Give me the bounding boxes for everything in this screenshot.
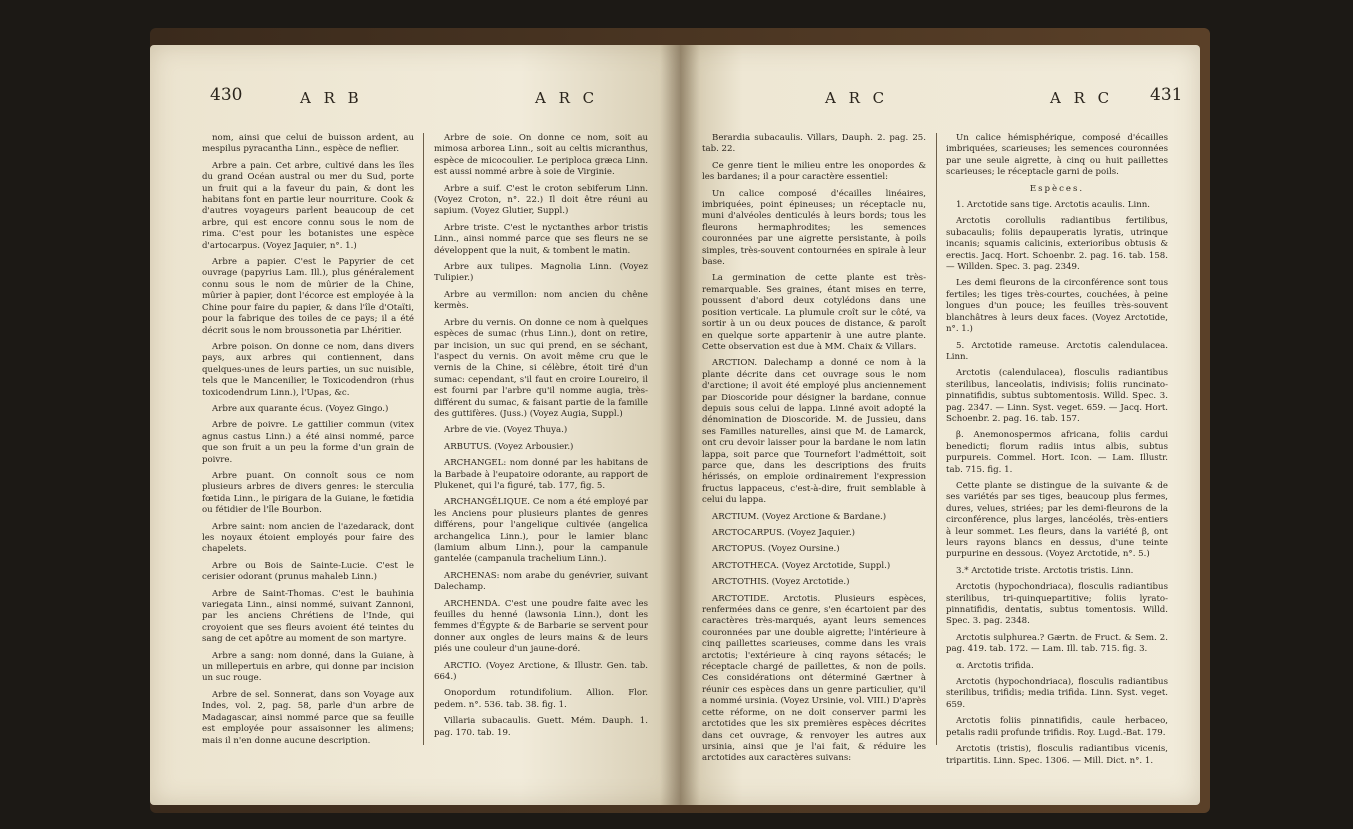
paragraph: 3.* Arctotide triste. Arctotis tristis. Linn. [956, 565, 1134, 576]
paragraph: Arctotis (tristis), flosculis radiantibus vicenis, tripartitis. Linn. Spec. 1306. — Mill. Dict. n°. 1. [946, 744, 1168, 766]
paragraph: Les demi fleurons de la circonférence sont tous fertiles; les tiges très-courtes, couchées, à peine longues d'un pouce; les feuilles très-souvent blanchâtres à leurs deux faces. (Voyez Arctotide, n°. 1.) [946, 278, 1168, 335]
right-column-rule [936, 133, 937, 745]
paragraph: Un calice hémisphérique, composé d'écailles imbriquées, scarieuses; les semences couronnées par une seule aigrette, à cinq ou huit paillettes scarieuses; le réceptacle garni de poils. [946, 133, 1168, 178]
paragraph: Ce genre tient le milieu entre les onopordes & les bardanes; il a pour caractère essentiel: [702, 160, 926, 183]
paragraph: Arbre a sang: nom donné, dans la Guiane, à un millepertuis en arbre, qui donne par incision un suc rouge. [202, 650, 414, 684]
paragraph: Arbre de Saint-Thomas. C'est le bauhinia variegata Linn., ainsi nommé, suivant Zannoni, par les anciens Chrétiens de l'Inde, qui croyoient que ses fleurs avoient été teintes du sang de cet apôtre au moment de son martyre. [202, 588, 414, 645]
paragraph: Arctotis sulphurea.? Gærtn. de Fruct. & Sem. 2. pag. 419. tab. 172. — Lam. Ill. tab. 715. fig. 3. [946, 632, 1168, 655]
paragraph: Espèces. [1029, 183, 1085, 194]
left-column-2 [434, 133, 648, 744]
paragraph: Berardia subacaulis. Villars, Dauph. 2. pag. 25. tab. 22. [702, 133, 926, 155]
paragraph: Arctotis (hypochondriaca), flosculis radiantibus sterilibus, tri-quinquepartitive; foliis lyrato-pinnatifidis, dentatis, subtus tomentosis. Willd. Spec. 3. pag. 2348. [946, 582, 1168, 627]
paragraph: nom, ainsi que celui de buisson ardent, au mespilus pyracantha Linn., espèce de neflier. [202, 133, 414, 155]
left-column-1 [202, 133, 414, 752]
paragraph: ARCTIUM. (Voyez Arctione & Bardane.) [712, 511, 887, 522]
left-running-head-right: A R C [535, 89, 599, 107]
paragraph: Arbre de vie. (Voyez Thuya.) [444, 425, 568, 436]
paragraph: ARCHENDA. C'est une poudre faite avec les feuilles du henné (lawsonia Linn.), dont les femmes d'Égypte & de Barbarie se servent pour donner aux ongles de leurs mains & de leurs piés une couleur d'un jaune-doré. [434, 598, 648, 655]
paragraph: Arbre poison. On donne ce nom, dans divers pays, aux arbres qui contiennent, dans quelques-unes de leurs parties, un suc nuisible, tels que le Mancenilier, le Toxicodendron (rhus toxicodendrum Linn.), l'Upas, &c. [202, 341, 414, 398]
paragraph: 1. Arctotide sans tige. Arctotis acaulis. Linn. [956, 200, 1150, 211]
paragraph: Arbre de sel. Sonnerat, dans son Voyage aux Indes, vol. 2, pag. 58, parle d'un arbre de Madagascar, ainsi nommé parce que sa feuille est employée pour assaisonner les alimens; mais il n'en donne aucune description. [202, 689, 414, 746]
right-page-number: 431 [1150, 85, 1183, 105]
paragraph: ARCTOCARPUS. (Voyez Jaquier.) [712, 528, 856, 538]
paragraph: Arbre a suif. C'est le croton sebiferum Linn. (Voyez Croton, n°. 22.) Il doit être réuni au sapium. (Voyez Glutier, Suppl.) [434, 183, 648, 217]
paragraph: Cette plante se distingue de la suivante & de ses variétés par ses tiges, beaucoup plus fermes, dures, velues, striées; par les demi-fleurons de la circonférence, plus larges, lancéolés, très-entiers à leur sommet. Les fleurs, dans la variété β, ont leurs rayons blancs en dessus, d'une teinte purpurine en dessous. (Voyez Arctotide, n°. 5.) [946, 480, 1168, 560]
paragraph: Arbre au vermillon: nom ancien du chêne kermès. [434, 289, 648, 312]
left-page-number: 430 [210, 85, 243, 105]
paragraph: Arbre a pain. Cet arbre, cultivé dans les îles du grand Océan austral ou mer du Sud, porte un fruit qui a la faveur du pain, & dont les habitans font en partie leur nourriture. Cook & d'autres voyageurs parlent beaucoup de cet arbre, qui est encore connu sous le nom de rima. C'est pour les botanistes une espèce d'artocarpus. (Voyez Jaquier, n°. 1.) [202, 160, 414, 251]
paragraph: Arbre ou Bois de Sainte-Lucie. C'est le cerisier odorant (prunus mahaleb Linn.) [202, 560, 414, 583]
paragraph: β. Anemonospermos africana, foliis cardui benedicti; florum radiis intus albis, subtus purpureis. Commel. Hort. Icon. — Lam. Illustr. tab. 715. fig. 1. [946, 430, 1168, 475]
left-column-rule [423, 133, 424, 745]
paragraph: Arbre a papier. C'est le Papyrier de cet ouvrage (papyrius Lam. Ill.), plus généralement connu sous le nom de mûrier de la Chine, mûrier à papier, dont l'écorce est employée à la Chine pour faire du papier, & dans l'île d'Otaïti, pour la fabrique des toiles de ce pays; il a été décrit sous le nom broussonetia par Lhéritier. [202, 257, 414, 336]
paragraph: Arbre triste. C'est le nyctanthes arbor tristis Linn., ainsi nommé parce que ses fleurs ne se développent que la nuit, & tombent le matin. [434, 222, 648, 256]
paragraph: ARCTOTIDE. Arctotis. Plusieurs espèces, renfermées dans ce genre, s'en écartoient par des caractères très-marqués, ayant leurs semences couronnées par une double aigrette; l'intérieure à cinq paillettes scarieuses, comme dans les vrais arctotis; l'extérieure à cinq rayons sétacés; le réceptacle chargé de paillettes, & non de poils. Ces considérations ont déterminé Gærtner à réunir ces espèces dans un genre particulier, qu'il a nommé ursinia. (Voyez Ursinie, vol. VIII.) D'après cette réforme, on ne doit conserver parmi les arctotides que les six premières espèces décrites dans cet ouvrage, & renvoyer les autres aux ursinia, ainsi que je l'ai fait, & réduire les arctotides aux caractères suivans: [702, 593, 926, 764]
paragraph: α. Arctotis trifida. [956, 660, 1034, 671]
paragraph: Arctotis corollulis radiantibus fertilibus, subacaulis; foliis depauperatis lyratis, utrinque incanis; squamis calicinis, exterioribus obtusis & erectis. Jacq. Hort. Schoenbr. 2. pag. 16. tab. 158. — Willden. Spec. 3. pag. 2349. [946, 216, 1168, 273]
paragraph: Arctotis (hypochondriaca), flosculis radiantibus sterilibus, trifidis; media trifida. Linn. Syst. veget. 659. [946, 677, 1168, 710]
paragraph: ARBUTUS. (Voyez Arbousier.) [444, 441, 574, 452]
paragraph: La germination de cette plante est très-remarquable. Ses graines, étant mises en terre, poussent d'abord deux cotylédons dans une position verticale. La plumule croît sur le côté, va sortir à un ou deux pouces de distance, & paroît en quelque sorte appartenir à une autre plante. Cette observation est due à MM. Chaix & Villars. [702, 273, 926, 352]
paragraph: ARCTION. Dalechamp a donné ce nom à la plante décrite dans cet ouvrage sous le nom d'arctione; il avoit été employé plus anciennement par Dioscoride pour désigner la bardane, connue depuis sous celui de lappa. Linné avoit adopté la dénomination de Dioscoride. M. de Jussieu, dans ses Familles naturelles, ainsi que M. de Lamarck, ont cru devoir laisser pour la bardane le nom latin lappa, soit parce que Tournefort l'adméttoit, soit parce que, dans les descriptions des fruits hérissés, on emploie ordinairement l'expression fructus lappaceus, c'est-à-dire, fruit semblable à celui du lappa. [702, 358, 926, 506]
paragraph: Onopordum rotundifolium. Allion. Flor. pedem. n°. 536. tab. 38. fig. 1. [434, 688, 648, 710]
paragraph: Arbre de poivre. Le gattilier commun (vitex agnus castus Linn.) a été ainsi nommé, parce que son fruit a un peu la forme d'un grain de poivre. [202, 420, 414, 465]
paragraph: Arctotis (calendulacea), flosculis radiantibus sterilibus, lanceolatis, indivisis; foliis runcinato-pinnatifidis, subtus subtomentosis. Willd. Spec. 3. pag. 2347. — Linn. Syst. veget. 659. — Jacq. Hort. Schoenbr. 2. pag. 16. tab. 157. [946, 368, 1168, 424]
paragraph: Villaria subacaulis. Guett. Mém. Dauph. 1. pag. 170. tab. 19. [434, 716, 648, 738]
right-page [680, 45, 1200, 805]
gutter-shadow [660, 45, 700, 805]
paragraph: 5. Arctotide rameuse. Arctotis calendulacea. Linn. [946, 340, 1168, 362]
paragraph: ARCHANGEL: nom donné par les habitans de la Barbade à l'eupatoire odorante, au rapport de Plukenet, qui l'a figuré, tab. 177, fig. 5. [434, 458, 648, 491]
paragraph: ARCTOTHIS. (Voyez Arctotide.) [712, 577, 850, 588]
right-running-head-right: A R C [1050, 89, 1114, 107]
paragraph: Arbre aux tulipes. Magnolia Linn. (Voyez Tulipier.) [434, 262, 648, 284]
right-column-2 [946, 133, 1168, 772]
paragraph: ARCTOTHECA. (Voyez Arctotide, Suppl.) [712, 560, 891, 571]
paragraph: Arbre du vernis. On donne ce nom à quelques espèces de sumac (rhus Linn.), dont on retire, par incision, un suc qui prend, en se séchant, l'aspect du vernis. On avoit même cru que le vernis de la Chine, si célèbre, étoit tiré d'un sumac: cependant, s'il faut en croire Loureiro, il est fourni par l'arbre qu'il nomme augia, très-différent du sumac, & faisant partie de la famille des guttifères. (Juss.) (Voyez Augia, Suppl.) [434, 317, 648, 419]
paragraph: Un calice composé d'écailles linéaires, imbriquées, point épineuses; un réceptacle nu, muni d'alvéoles denticulés à leurs bords; tous les fleurons hermaphrodites; les semences couronnées par une aigrette persistante, à poils simples, très-souvent contournées en spirale à leur base. [702, 188, 926, 268]
paragraph: ARCTOPUS. (Voyez Oursine.) [712, 544, 840, 555]
paragraph: Arbre aux quarante écus. (Voyez Gingo.) [212, 403, 389, 414]
left-page [150, 45, 680, 805]
paragraph: Arctotis foliis pinnatifidis, caule herbaceo, petalis radii profunde trifidis. Roy. Lugd.-Bat. 179. [946, 716, 1168, 738]
paragraph: Arbre de soie. On donne ce nom, soit au mimosa arborea Linn., soit au celtis micranthus, espèce de micocoulier. Le periploca græca Linn. est aussi nommé arbre à soie de Virginie. [434, 133, 648, 178]
left-running-head-left: A R B [300, 89, 363, 107]
right-running-head-left: A R C [825, 89, 889, 107]
paragraph: ARCTIO. (Voyez Arctione, & Illustr. Gen. tab. 664.) [434, 660, 648, 683]
paragraph: ARCHENAS: nom arabe du genévrier, suivant Dalechamp. [434, 570, 648, 593]
right-column-1 [702, 133, 926, 770]
paragraph: ARCHANGÉLIQUE. Ce nom a été employé par les Anciens pour plusieurs plantes de genres différens, pour l'angelique cultivée (angelica archangelica Linn.), pour le lamier blanc (lamium album Linn.), pour la campanule gantelée (campanula trachelium Linn.). [434, 497, 648, 565]
paragraph: Arbre puant. On connoît sous ce nom plusieurs arbres de divers genres: le sterculia fœtida Linn., le pirigara de la Guiane, le fœtidia ou fétidier de l'île Bourbon. [202, 470, 414, 516]
paragraph: Arbre saint: nom ancien de l'azedarack, dont les noyaux étoient employés pour faire des chapelets. [202, 521, 414, 555]
